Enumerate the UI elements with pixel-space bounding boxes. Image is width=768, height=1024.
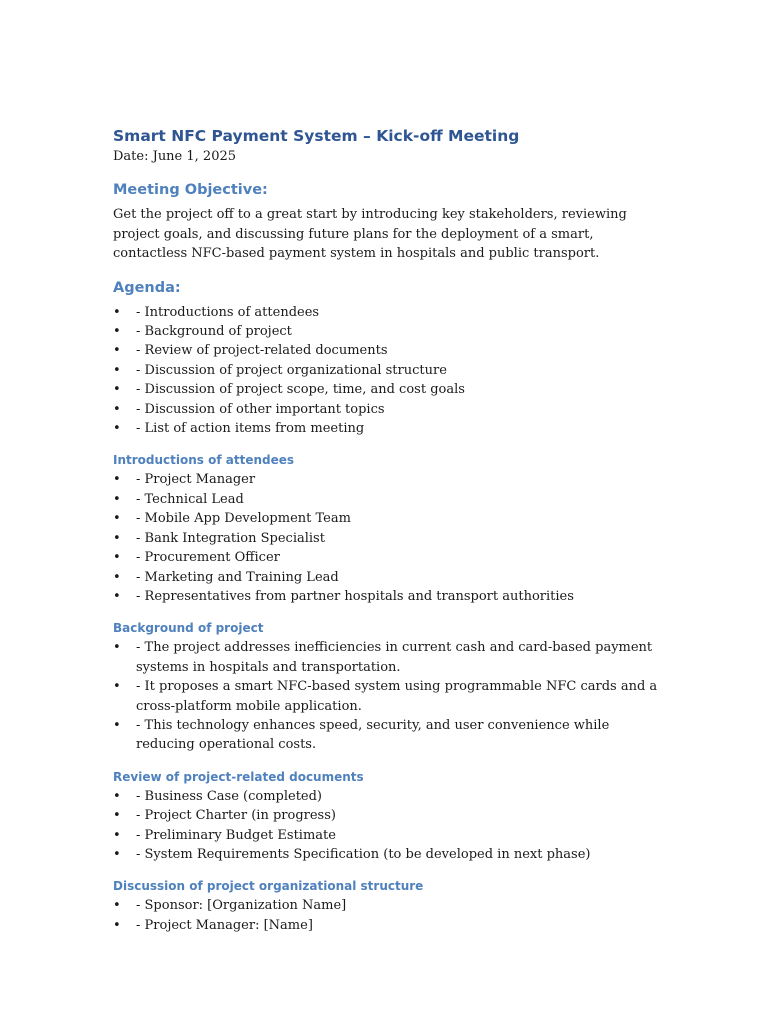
list-item-text: - List of action items from meeting: [136, 421, 365, 437]
list-item: [113, 548, 658, 567]
list-item-text: - Technical Lead: [136, 491, 244, 507]
attendees-heading: Introductions of attendees: [113, 453, 295, 468]
list-item: [113, 677, 658, 716]
list-item-text: - Introductions of attendees: [136, 304, 320, 320]
document-title: Smart NFC Payment System – Kick-off Meeting: [113, 127, 520, 145]
list-item: [113, 490, 658, 509]
bullet-icon: •: [113, 491, 121, 507]
bullet-icon: •: [113, 304, 121, 320]
objective-heading: Meeting Objective:: [113, 182, 268, 199]
bullet-icon: •: [113, 717, 121, 733]
bullet-icon: •: [113, 808, 121, 824]
list-item-text: - Discussion of project scope, time, and cost goals: [136, 382, 465, 398]
objective-text: Get the project off to a great start by introducing key stakeholders, reviewing project goals, and discussing future plans for the deployment of a smart, contactless NFC-based payment system in hospitals and public transport.: [113, 207, 627, 262]
list-item-text: - Discussion of other important topics: [136, 401, 385, 417]
bullet-icon: •: [113, 569, 121, 585]
bullet-icon: •: [113, 550, 121, 566]
list-item: [113, 400, 658, 419]
list-item-text: - This technology enhances speed, security, and user convenience while reducing operational costs.: [136, 717, 610, 753]
list-item: [113, 568, 658, 587]
list-item-text: - Review of project-related documents: [136, 343, 388, 359]
list-item: [113, 845, 658, 864]
list-item-text: - Background of project: [136, 324, 292, 340]
list-item: [113, 322, 658, 341]
list-item-text: - Preliminary Budget Estimate: [136, 827, 336, 843]
list-item-text: - The project addresses inefficiencies in current cash and card-based payment systems in hospitals and transportation.: [136, 640, 653, 675]
list-item-text: - Business Case (completed): [136, 788, 323, 804]
list-item: [113, 509, 658, 528]
meeting-date: Date: June 1, 2025: [113, 149, 237, 164]
agenda-list: [113, 303, 658, 439]
bullet-icon: •: [113, 788, 121, 804]
bullet-icon: •: [113, 530, 121, 546]
agenda-heading: Agenda:: [113, 279, 181, 296]
bullet-icon: •: [113, 401, 121, 417]
list-item-text: - Procurement Officer: [136, 550, 280, 566]
list-item-text: - Project Manager: [136, 472, 256, 488]
list-item-text: - Project Charter (in progress): [136, 808, 336, 824]
list-item-text: - Representatives from partner hospitals and transport authorities: [136, 588, 574, 604]
list-item-text: - System Requirements Specification (to be developed in next phase): [136, 846, 591, 862]
list-item: [113, 638, 658, 677]
list-item: [113, 341, 658, 360]
bullet-icon: •: [113, 827, 121, 843]
bullet-icon: •: [113, 362, 121, 378]
structure-heading: Discussion of project organizational structure: [113, 879, 424, 894]
bullet-icon: •: [113, 472, 121, 488]
list-item: [113, 806, 658, 825]
list-item: [113, 826, 658, 845]
documents-heading: Review of project-related documents: [113, 769, 364, 784]
list-item-text: - Project Manager: [Name]: [136, 917, 313, 933]
bullet-icon: •: [113, 640, 121, 656]
bullet-icon: •: [113, 324, 121, 340]
list-item-text: - Discussion of project organizational structure: [136, 362, 447, 378]
list-item: [113, 716, 658, 755]
background-list: [113, 638, 658, 754]
attendees-list: [113, 470, 658, 606]
bullet-icon: •: [113, 679, 121, 695]
bullet-icon: •: [113, 511, 121, 527]
bullet-icon: •: [113, 898, 121, 914]
list-item: [113, 587, 658, 606]
list-item: [113, 303, 658, 322]
bullet-icon: •: [113, 917, 121, 933]
list-item: [113, 470, 658, 489]
list-item-text: - It proposes a smart NFC-based system using programmable NFC cards and a cross-platform mobile application.: [136, 679, 658, 714]
document-page: [113, 125, 658, 935]
list-item: [113, 380, 658, 399]
list-item: [113, 529, 658, 548]
list-item-text: - Mobile App Development Team: [136, 511, 351, 527]
background-heading: Background of project: [113, 621, 264, 636]
bullet-icon: •: [113, 588, 121, 604]
list-item: [113, 916, 658, 935]
structure-list: [113, 896, 658, 935]
bullet-icon: •: [113, 421, 121, 437]
documents-list: [113, 787, 658, 865]
list-item: [113, 896, 658, 915]
list-item-text: - Bank Integration Specialist: [136, 530, 325, 546]
list-item-text: - Marketing and Training Lead: [136, 569, 339, 585]
bullet-icon: •: [113, 343, 121, 359]
list-item: [113, 787, 658, 806]
list-item-text: - Sponsor: [Organization Name]: [136, 898, 347, 914]
bullet-icon: •: [113, 846, 121, 862]
list-item: [113, 419, 658, 438]
list-item: [113, 361, 658, 380]
bullet-icon: •: [113, 382, 121, 398]
